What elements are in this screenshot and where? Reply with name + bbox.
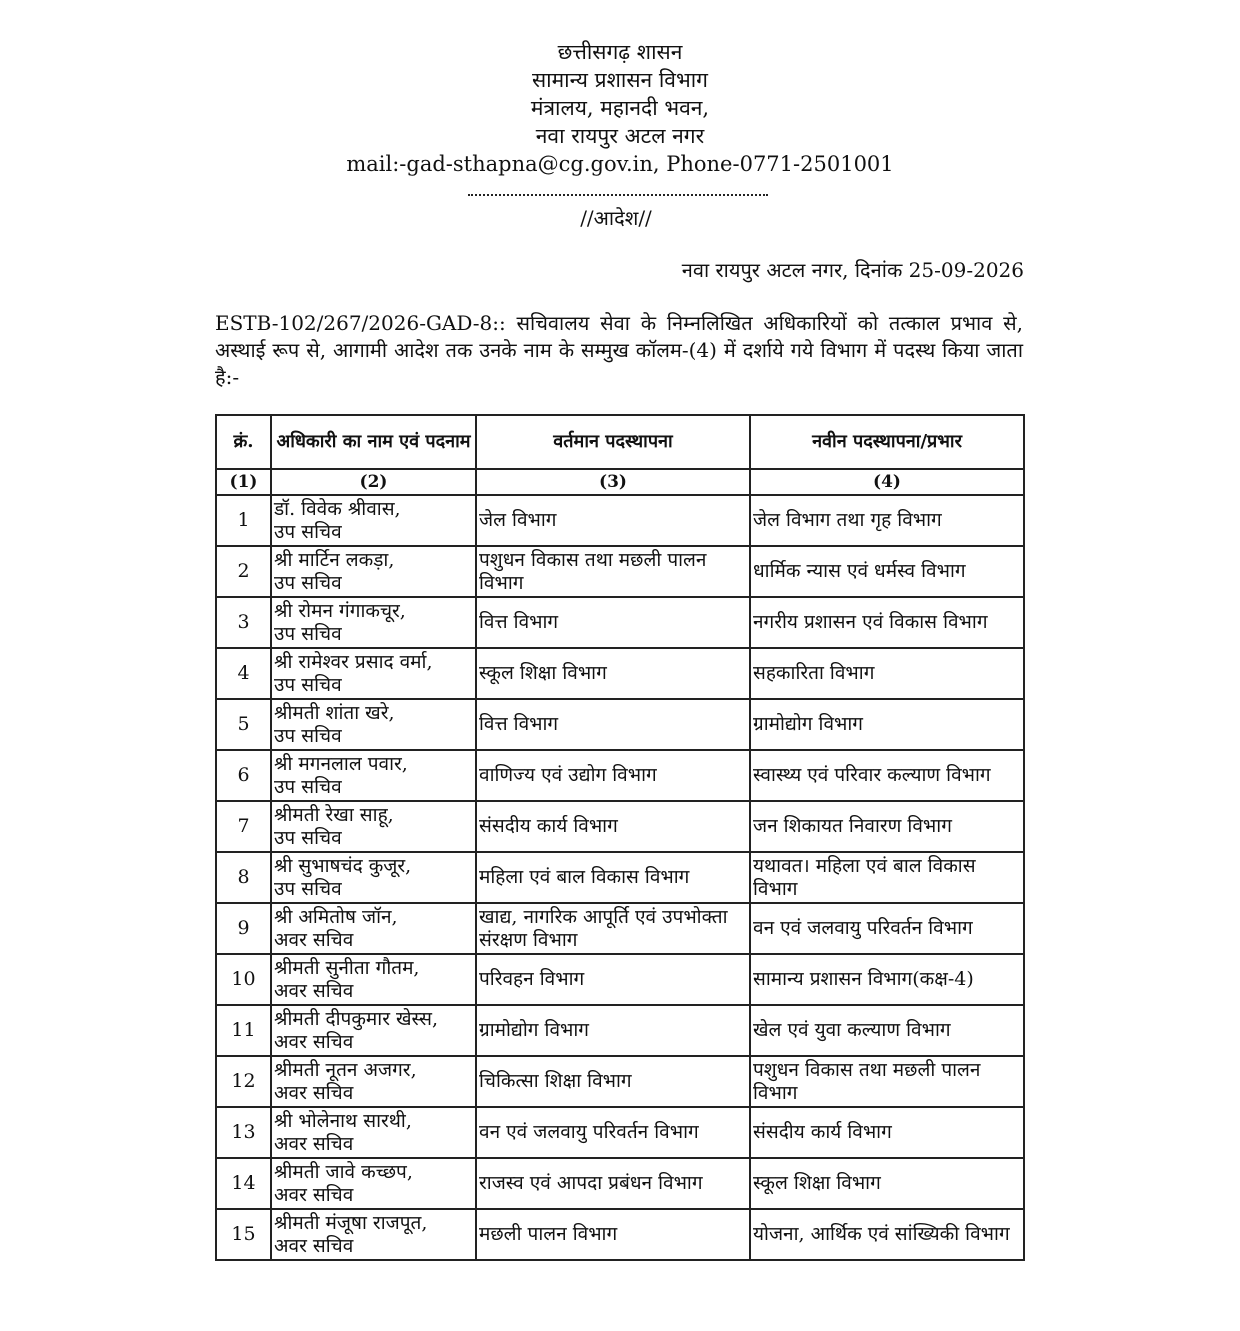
officer-name: श्री रोमन गंगाकचूर, (274, 599, 406, 622)
new-posting-cell: वन एवं जलवायु परिवर्तन विभाग (750, 903, 1024, 954)
current-posting-cell: खाद्य, नागरिक आपूर्ति एवं उपभोक्ता संरक्षण विभाग (476, 903, 750, 954)
current-posting-cell: पशुधन विकास तथा मछली पालन विभाग (476, 546, 750, 597)
officer-name: श्रीमती शांता खरे, (274, 701, 395, 724)
postings-table (215, 414, 1025, 1261)
government-name: छत्तीसगढ़ शासन (557, 40, 683, 64)
serial-number-cell: 10 (216, 954, 271, 1005)
officer-cell (271, 801, 476, 852)
column-number: (1) (216, 469, 271, 495)
current-posting-cell: वन एवं जलवायु परिवर्तन विभाग (476, 1107, 750, 1158)
serial-number-cell: 15 (216, 1209, 271, 1260)
table-row (216, 1005, 1024, 1056)
officer-cell (271, 597, 476, 648)
table-row (216, 750, 1024, 801)
column-number-row (216, 469, 1024, 495)
officer-designation: अवर सचिव (274, 1132, 354, 1155)
officer-designation: अवर सचिव (274, 928, 354, 951)
serial-number-cell: 9 (216, 903, 271, 954)
office-name: मंत्रालय, महानदी भवन, (530, 96, 710, 120)
column-number: (3) (476, 469, 750, 495)
letterhead (0, 38, 1240, 231)
new-posting-cell: यथावत। महिला एवं बाल विकास विभाग (750, 852, 1024, 903)
officer-designation: अवर सचिव (274, 1081, 354, 1104)
table-row (216, 597, 1024, 648)
new-posting-cell: सामान्य प्रशासन विभाग(कक्ष-4) (750, 954, 1024, 1005)
new-posting-cell: योजना, आर्थिक एवं सांख्यिकी विभाग (750, 1209, 1024, 1260)
new-posting-cell: खेल एवं युवा कल्याण विभाग (750, 1005, 1024, 1056)
serial-number-cell: 7 (216, 801, 271, 852)
table-row (216, 699, 1024, 750)
new-posting-cell: स्कूल शिक्षा विभाग (750, 1158, 1024, 1209)
officer-cell (271, 1005, 476, 1056)
officer-name: श्रीमती रेखा साहू, (274, 803, 394, 826)
new-posting-cell: पशुधन विकास तथा मछली पालन विभाग (750, 1056, 1024, 1107)
officer-name: श्री अमितोष जॉन, (274, 905, 398, 928)
table-row (216, 903, 1024, 954)
current-posting-cell: वित्त विभाग (476, 597, 750, 648)
table-row (216, 495, 1024, 546)
officer-cell (271, 1158, 476, 1209)
table-row (216, 852, 1024, 903)
officer-name: श्री सुभाषचंद कुजूर, (274, 854, 412, 877)
column-number: (2) (271, 469, 476, 495)
header-current-posting: वर्तमान पदस्थापना (476, 415, 750, 469)
current-posting-cell: वित्त विभाग (476, 699, 750, 750)
officer-cell (271, 546, 476, 597)
officer-name: श्रीमती जावे कच्छप, (274, 1160, 413, 1183)
current-posting-cell: मछली पालन विभाग (476, 1209, 750, 1260)
officer-name: श्री रामेश्वर प्रसाद वर्मा, (274, 650, 433, 673)
column-number: (4) (750, 469, 1024, 495)
officer-cell (271, 495, 476, 546)
serial-number-cell: 11 (216, 1005, 271, 1056)
table-body (216, 495, 1024, 1260)
table-row (216, 1056, 1024, 1107)
officer-cell (271, 1107, 476, 1158)
officer-designation: उप सचिव (274, 724, 342, 747)
officer-designation: उप सचिव (274, 622, 342, 645)
officer-cell (271, 750, 476, 801)
officer-name: श्रीमती नूतन अजगर, (274, 1058, 417, 1081)
officer-cell (271, 699, 476, 750)
officer-designation: अवर सचिव (274, 1183, 354, 1206)
officer-cell (271, 1209, 476, 1260)
serial-number-cell: 1 (216, 495, 271, 546)
table-row (216, 546, 1024, 597)
officer-designation: उप सचिव (274, 673, 342, 696)
header-new-posting: नवीन पदस्थापना/प्रभार (750, 415, 1024, 469)
table-row (216, 1107, 1024, 1158)
officer-cell (271, 903, 476, 954)
serial-number-cell: 12 (216, 1056, 271, 1107)
dotted-divider (468, 188, 768, 196)
header-officer: अधिकारी का नाम एवं पदनाम (271, 415, 476, 469)
current-posting-cell: महिला एवं बाल विकास विभाग (476, 852, 750, 903)
department-name: सामान्य प्रशासन विभाग (531, 68, 709, 92)
current-posting-cell: चिकित्सा शिक्षा विभाग (476, 1056, 750, 1107)
officer-designation: उप सचिव (274, 571, 342, 594)
table-header-row (216, 415, 1024, 469)
officer-name: श्री मगनलाल पवार, (274, 752, 408, 775)
table-row (216, 648, 1024, 699)
officer-cell (271, 1056, 476, 1107)
serial-number-cell: 13 (216, 1107, 271, 1158)
officer-designation: अवर सचिव (274, 979, 354, 1002)
officer-cell (271, 852, 476, 903)
table-row (216, 1209, 1024, 1260)
new-posting-cell: सहकारिता विभाग (750, 648, 1024, 699)
header-serial: क्रं. (216, 415, 271, 469)
order-title: //आदेश// (580, 206, 652, 230)
officer-designation: अवर सचिव (274, 1234, 354, 1257)
officer-designation: उप सचिव (274, 826, 342, 849)
officer-name: श्री भोलेनाथ सारथी, (274, 1109, 412, 1132)
current-posting-cell: ग्रामोद्योग विभाग (476, 1005, 750, 1056)
current-posting-cell: स्कूल शिक्षा विभाग (476, 648, 750, 699)
officer-name: श्रीमती सुनीता गौतम, (274, 956, 420, 979)
serial-number-cell: 5 (216, 699, 271, 750)
officer-name: डॉ. विवेक श्रीवास, (274, 497, 401, 520)
new-posting-cell: स्वास्थ्य एवं परिवार कल्याण विभाग (750, 750, 1024, 801)
officer-name: श्रीमती मंजूषा राजपूत, (274, 1211, 428, 1234)
officer-name: श्री मार्टिन लकड़ा, (274, 548, 395, 571)
contact-line: mail:-gad-sthapna@cg.gov.in, Phone-0771-2501001 (346, 152, 894, 176)
serial-number-cell: 8 (216, 852, 271, 903)
current-posting-cell: जेल विभाग (476, 495, 750, 546)
new-posting-cell: ग्रामोद्योग विभाग (750, 699, 1024, 750)
current-posting-cell: वाणिज्य एवं उद्योग विभाग (476, 750, 750, 801)
current-posting-cell: परिवहन विभाग (476, 954, 750, 1005)
serial-number-cell: 6 (216, 750, 271, 801)
serial-number-cell: 14 (216, 1158, 271, 1209)
officer-designation: उप सचिव (274, 877, 342, 900)
new-posting-cell: नगरीय प्रशासन एवं विकास विभाग (750, 597, 1024, 648)
officer-cell (271, 954, 476, 1005)
new-posting-cell: धार्मिक न्यास एवं धर्मस्व विभाग (750, 546, 1024, 597)
officer-designation: उप सचिव (274, 775, 342, 798)
serial-number-cell: 4 (216, 648, 271, 699)
officer-designation: उप सचिव (274, 520, 342, 543)
serial-number-cell: 3 (216, 597, 271, 648)
new-posting-cell: जेल विभाग तथा गृह विभाग (750, 495, 1024, 546)
city-name: नवा रायपुर अटल नगर (535, 124, 705, 148)
current-posting-cell: राजस्व एवं आपदा प्रबंधन विभाग (476, 1158, 750, 1209)
order-intro: ESTB-102/267/2026-GAD-8:: सचिवालय सेवा के निम्नलिखित अधिकारियों को तत्काल प्रभाव से, अस्थाई रूप से, आगामी आदेश तक उनके नाम के सम्मुख कॉलम-(4) में दर्शाये गये विभाग में पदस्थ किया जाता है:- (215, 311, 1023, 389)
current-posting-cell: संसदीय कार्य विभाग (476, 801, 750, 852)
table-row (216, 801, 1024, 852)
serial-number-cell: 2 (216, 546, 271, 597)
table-row (216, 1158, 1024, 1209)
new-posting-cell: संसदीय कार्य विभाग (750, 1107, 1024, 1158)
table-row (216, 954, 1024, 1005)
officer-name: श्रीमती दीपकुमार खेस्स, (274, 1007, 439, 1030)
officer-designation: अवर सचिव (274, 1030, 354, 1053)
new-posting-cell: जन शिकायत निवारण विभाग (750, 801, 1024, 852)
officer-cell (271, 648, 476, 699)
place-date: नवा रायपुर अटल नगर, दिनांक 25-09-2026 (681, 258, 1024, 282)
